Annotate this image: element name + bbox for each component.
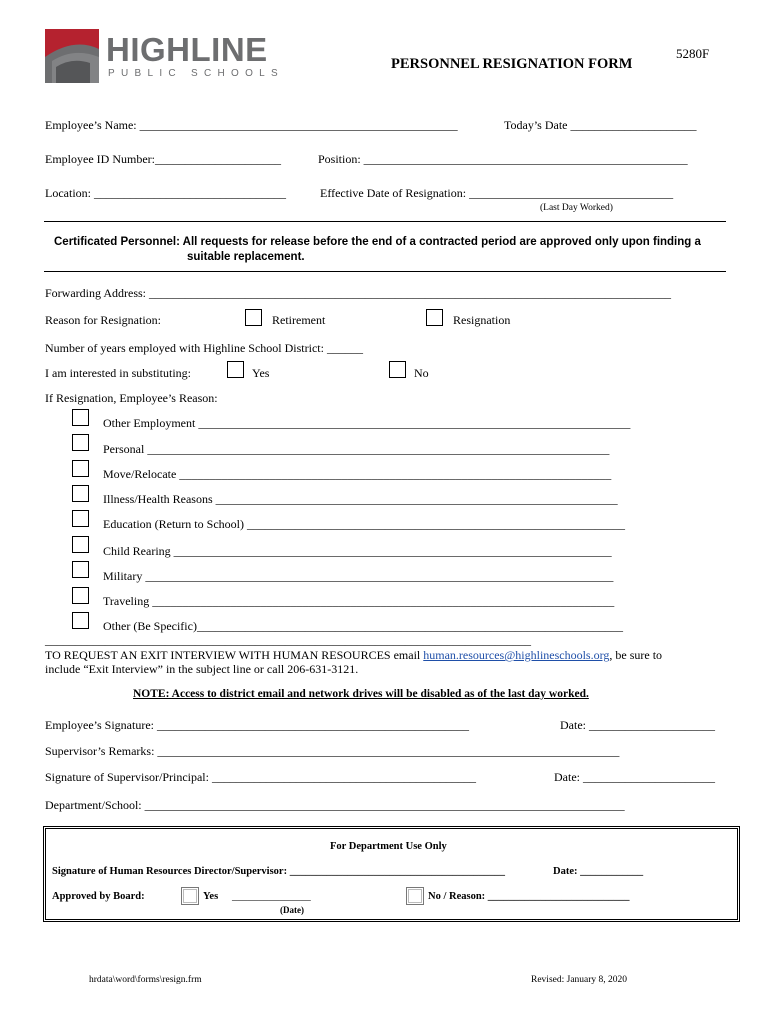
reason-item-other[interactable]: Other (Be Specific)_______________________________________________________________________ bbox=[103, 619, 623, 633]
access-note: NOTE: Access to district email and network drives will be disabled as of the last day worked. bbox=[133, 688, 589, 700]
approved-by-board-label: Approved by Board: bbox=[52, 891, 145, 902]
retirement-checkbox[interactable] bbox=[245, 309, 262, 326]
certificated-notice-line1: Certificated Personnel: All requests for release before the end of a contracted period are approved only upon finding a bbox=[54, 236, 701, 248]
employee-reason-label: If Resignation, Employee’s Reason: bbox=[45, 391, 218, 405]
reason-item-personal[interactable]: Personal _____________________________________________________________________________ bbox=[103, 442, 610, 456]
employee-name-field[interactable]: Employee’s Name: _____________________________________________________ bbox=[45, 118, 458, 132]
retirement-label: Retirement bbox=[272, 313, 326, 327]
reason-checkbox-traveling[interactable] bbox=[72, 587, 89, 604]
reason-checkbox-military[interactable] bbox=[72, 561, 89, 578]
location-field[interactable]: Location: ________________________________ bbox=[45, 186, 286, 200]
years-employed-field[interactable]: Number of years employed with Highline School District: ______ bbox=[45, 341, 363, 355]
department-field[interactable]: Department/School: ________________________________________________________________________________ bbox=[45, 798, 625, 812]
last-day-note: (Last Day Worked) bbox=[540, 203, 613, 213]
divider-bottom bbox=[44, 271, 726, 272]
hr-date-field[interactable]: Date: ____________ bbox=[553, 866, 644, 877]
form-number: 5280F bbox=[676, 46, 710, 61]
approved-yes-checkbox[interactable] bbox=[181, 887, 199, 905]
reason-item-child-rearing[interactable]: Child Rearing _________________________________________________________________________ bbox=[103, 544, 612, 558]
reason-checkbox-illness[interactable] bbox=[72, 485, 89, 502]
reason-item-move[interactable]: Move/Relocate ________________________________________________________________________ bbox=[103, 467, 612, 481]
exit-interview-prefix: TO REQUEST AN EXIT INTERVIEW WITH HUMAN RESOURCES email bbox=[45, 648, 424, 662]
approved-date-line[interactable]: _______________ bbox=[232, 891, 311, 902]
approved-date-label: (Date) bbox=[280, 905, 304, 915]
todays-date-field[interactable]: Today’s Date _____________________ bbox=[504, 118, 697, 132]
reason-checkbox-move[interactable] bbox=[72, 460, 89, 477]
substitute-yes-label: Yes bbox=[252, 366, 270, 380]
logo-subtitle: PUBLIC SCHOOLS bbox=[108, 68, 285, 79]
employee-date-field[interactable]: Date: _____________________ bbox=[560, 718, 715, 732]
exit-interview-suffix: , be sure to bbox=[609, 648, 663, 662]
reason-checkbox-personal[interactable] bbox=[72, 434, 89, 451]
employee-id-field[interactable]: Employee ID Number:_____________________ bbox=[45, 152, 281, 166]
employee-signature-field[interactable]: Employee’s Signature: ____________________________________________________ bbox=[45, 718, 469, 732]
reason-checkbox-child-rearing[interactable] bbox=[72, 536, 89, 553]
supervisor-remarks-field[interactable]: Supervisor’s Remarks: _____________________________________________________________________________ bbox=[45, 744, 620, 758]
reason-item-military[interactable]: Military ______________________________________________________________________________ bbox=[103, 569, 614, 583]
approved-no-reason-field[interactable]: No / Reason: ___________________________ bbox=[428, 891, 630, 902]
supervisor-date-field[interactable]: Date: ______________________ bbox=[554, 770, 715, 784]
hr-email-link[interactable]: human.resources@highlineschools.org bbox=[423, 648, 610, 662]
reason-checkbox-other[interactable] bbox=[72, 612, 89, 629]
position-field[interactable]: Position: ______________________________________________________ bbox=[318, 152, 688, 166]
approved-no-checkbox[interactable] bbox=[406, 887, 424, 905]
resignation-checkbox[interactable] bbox=[426, 309, 443, 326]
substitute-no-checkbox[interactable] bbox=[389, 361, 406, 378]
reason-checkbox-education[interactable] bbox=[72, 510, 89, 527]
page-title: PERSONNEL RESIGNATION FORM bbox=[391, 56, 633, 72]
logo-wordmark: HIGHLINE bbox=[106, 31, 268, 68]
approved-yes-label: Yes bbox=[203, 891, 219, 902]
logo-mark-icon bbox=[44, 27, 102, 85]
exit-interview-line1 bbox=[45, 648, 662, 663]
exit-divider: _________________________________________________________________________________ bbox=[45, 633, 531, 647]
district-logo bbox=[44, 27, 285, 85]
hr-signature-field[interactable]: Signature of Human Resources Director/Supervisor: _________________________________________ bbox=[52, 866, 505, 877]
substitute-yes-checkbox[interactable] bbox=[227, 361, 244, 378]
effective-date-field[interactable]: Effective Date of Resignation: __________________________________ bbox=[320, 186, 674, 200]
footer-file-path: hrdata\word\forms\resign.frm bbox=[89, 975, 202, 985]
substitute-no-label: No bbox=[414, 366, 429, 380]
reason-label: Reason for Resignation: bbox=[45, 313, 161, 327]
reason-item-other-employment[interactable]: Other Employment ________________________________________________________________________ bbox=[103, 416, 631, 430]
reason-item-traveling[interactable]: Traveling _____________________________________________________________________________ bbox=[103, 594, 615, 608]
forwarding-address-field[interactable]: Forwarding Address: _______________________________________________________________________________________ bbox=[45, 286, 671, 300]
certificated-notice-line2: suitable replacement. bbox=[187, 251, 305, 263]
reason-item-education[interactable]: Education (Return to School) _______________________________________________________________ bbox=[103, 517, 625, 531]
exit-interview-line2: include “Exit Interview” in the subject line or call 206-631-3121. bbox=[45, 662, 359, 676]
footer-revised-date: Revised: January 8, 2020 bbox=[531, 975, 628, 985]
department-use-title: For Department Use Only bbox=[330, 841, 447, 852]
reason-checkbox-other-employment[interactable] bbox=[72, 409, 89, 426]
reason-item-illness[interactable]: Illness/Health Reasons ___________________________________________________________________ bbox=[103, 492, 618, 506]
resignation-label: Resignation bbox=[453, 313, 511, 327]
divider-top bbox=[44, 221, 726, 222]
supervisor-signature-field[interactable]: Signature of Supervisor/Principal: ____________________________________________ bbox=[45, 770, 476, 784]
substitute-label: I am interested in substituting: bbox=[45, 366, 191, 380]
